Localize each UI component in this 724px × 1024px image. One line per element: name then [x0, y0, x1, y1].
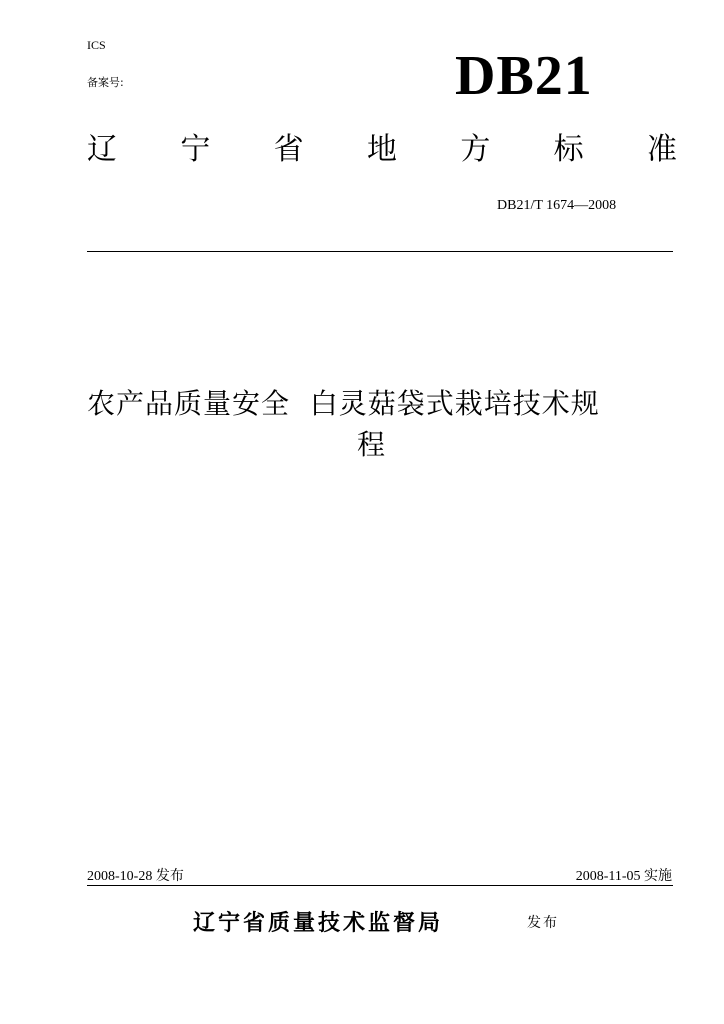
- standard-type-char: 方: [460, 132, 491, 167]
- standard-type-heading: [87, 132, 677, 167]
- ics-label: ICS: [87, 38, 106, 52]
- issuing-authority: 辽宁省质量技术监督局: [193, 910, 444, 935]
- standard-type-char: 辽: [87, 132, 117, 167]
- standard-type-char: 地: [366, 132, 397, 167]
- issue-date: 2008-10-28 发布: [87, 869, 184, 884]
- standard-type-char: 宁: [180, 132, 211, 167]
- standard-type-char: 准: [646, 132, 677, 167]
- top-divider: [87, 251, 673, 252]
- bottom-divider: [87, 885, 673, 886]
- document-title-line1: 农产品质量安全 白灵菇袋式栽培技术规: [87, 387, 600, 420]
- document-title-line2: 程: [357, 428, 386, 461]
- record-number-label: 备案号:: [87, 76, 124, 89]
- standard-type-char: 标: [553, 132, 584, 167]
- implementation-date: 2008-11-05 实施: [575, 869, 672, 884]
- standard-number: DB21/T 1674—2008: [497, 198, 617, 213]
- db-code: DB21: [455, 45, 593, 107]
- issuing-authority-suffix: 发布: [527, 915, 559, 931]
- standard-type-char: 省: [273, 132, 304, 167]
